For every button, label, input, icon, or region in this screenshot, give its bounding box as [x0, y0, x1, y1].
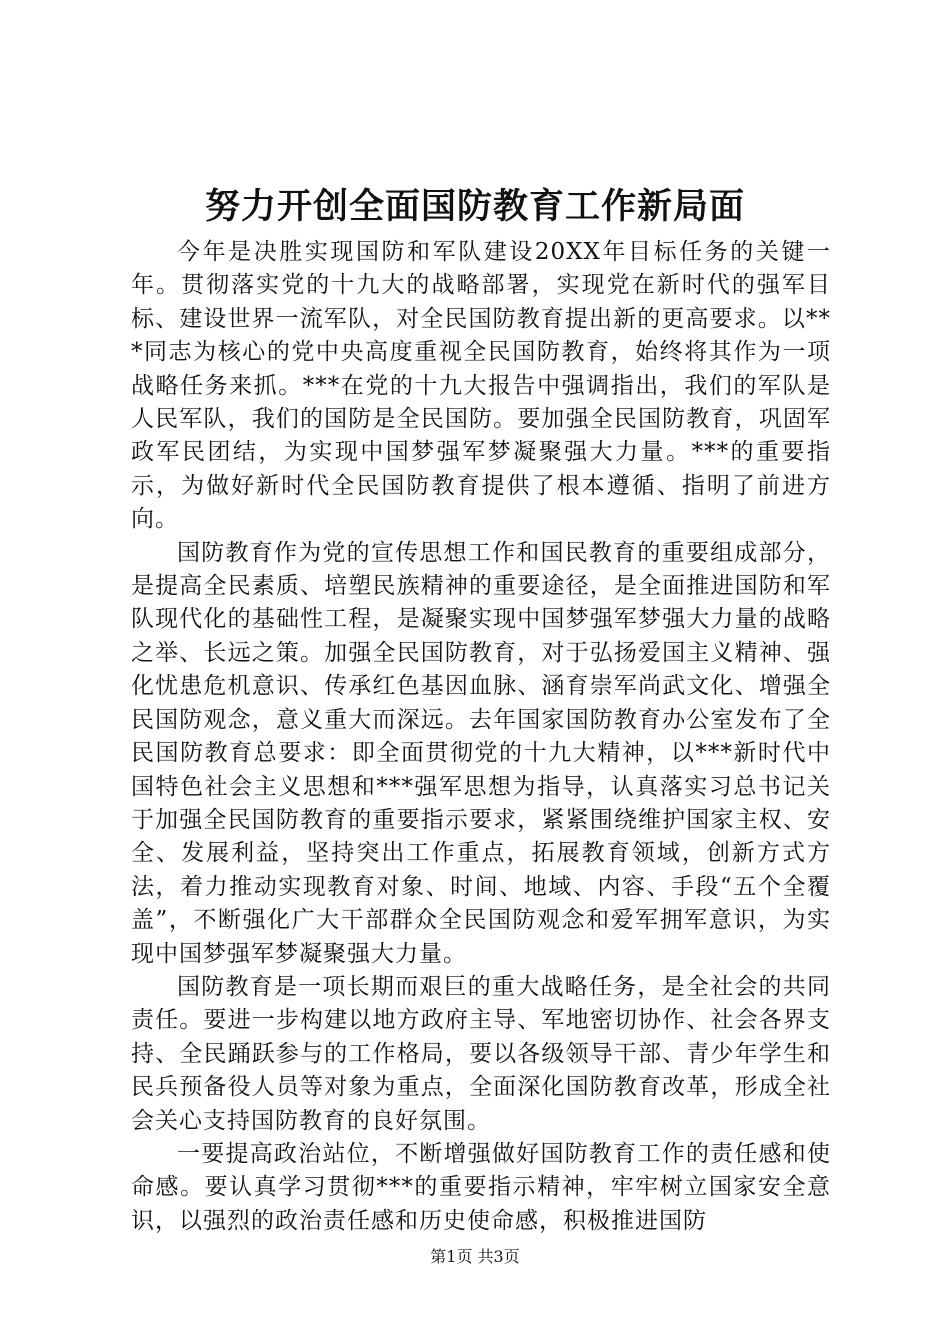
document-body	[131, 236, 831, 1238]
paragraph-4: 一要提高政治站位，不断增强做好国防教育工作的责任感和使命感。要认真学习贯彻***的重要指示精神，牢牢树立国家安全意识，以强烈的政治责任感和历史使命感，积极推进国防	[131, 1140, 831, 1234]
page-number-footer: 第1页 共3页	[430, 1247, 520, 1266]
paragraph-2: 国防教育作为党的宣传思想工作和国民教育的重要组成部分，是提高全民素质、培塑民族精神的重要途径，是全面推进国防和军队现代化的基础性工程，是凝聚实现中国梦强军梦强大力量的战略之举、长远之策。加强全民国防教育，对于弘扬爱国主义精神、强化忧患危机意识、传承红色基因血脉、涵育崇军尚武文化、增强全民国防观念，意义重大而深远。去年国家国防教育办公室发布了全民国防教育总要求：即全面贯彻党的十九大精神，以***新时代中国特色社会主义思想和***强军思想为指导，认真落实习总书记关于加强全民国防教育的重要指示要求，紧紧围绕维护国家主权、安全、发展利益，坚持突出工作重点，拓展教育领域，创新方式方法，着力推动实现教育对象、时间、地域、内容、手段“五个全覆盖”，不断强化广大干部群众全民国防观念和爱军拥军意识，为实现中国梦强军梦凝聚强大力量。	[131, 539, 831, 967]
document-title: 努力开创全面国防教育工作新局面	[204, 187, 745, 227]
paragraph-1: 今年是决胜实现国防和军队建设20XX年目标任务的关键一年。贯彻落实党的十九大的战略部署，实现党在新时代的强军目标、建设世界一流军队，对全民国防教育提出新的更高要求。以***同志为核心的党中央高度重视全民国防教育，始终将其作为一项战略任务来抓。***在党的十九大报告中强调指出，我们的军队是人民军队，我们的国防是全民国防。要加强全民国防教育，巩固军政军民团结，为实现中国梦强军梦凝聚强大力量。***的重要指示，为做好新时代全民国防教育提供了根本遵循、指明了前进方向。	[131, 239, 831, 533]
paragraph-3: 国防教育是一项长期而艰巨的重大战略任务，是全社会的共同责任。要进一步构建以地方政府主导、军地密切协作、社会各界支持、全民踊跃参与的工作格局，要以各级领导干部、青少年学生和民兵预备役人员等对象为重点，全面深化国防教育改革，形成全社会关心支持国防教育的良好氛围。	[131, 973, 831, 1134]
